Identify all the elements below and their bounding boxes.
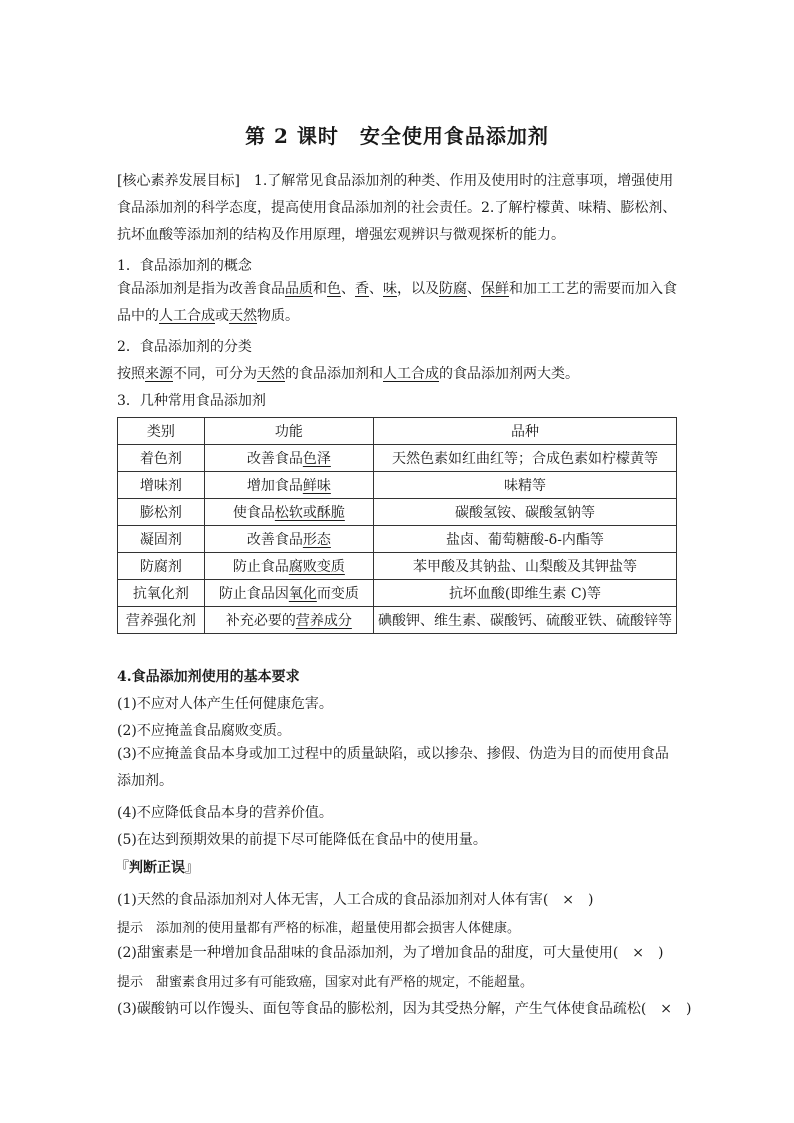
text-run: 或 <box>215 308 229 324</box>
text-run: 防止食品 <box>232 559 289 575</box>
section-4-heading: 4.食品添加剂使用的基本要求 <box>117 669 300 685</box>
text-run: 食品添加剂是指为改善食品 <box>117 281 285 297</box>
varieties-cell: 碳酸氢铵、碳酸氢钠等 <box>373 499 676 526</box>
bracket-left: 『 <box>115 860 129 876</box>
text-run: 使食品 <box>232 505 275 521</box>
text-run: ，以及 <box>397 281 439 297</box>
judge-question: (2)甜蜜素是一种增加食品甜味的食品添加剂，为了增加食品的甜度，可大量使用( × ) <box>117 945 664 961</box>
category-cell: 抗氧化剂 <box>118 580 205 607</box>
category-cell: 防腐剂 <box>118 553 205 580</box>
judge-label-text: 判断正误 <box>129 860 185 876</box>
goals-label: [核心素养发展目标] <box>117 173 240 189</box>
judge-hint: 提示 甜蜜素食用过多有可能致癌，国家对此有严格的规定，不能超量。 <box>117 975 534 990</box>
page-title: 第 2 课时 安全使用食品添加剂 <box>245 124 549 148</box>
function-cell <box>204 499 373 526</box>
varieties-cell: 盐卤、葡萄糖酸-δ-内酯等 <box>373 526 676 553</box>
text-run: 按照 <box>117 366 145 382</box>
blank-answer: 腐败变质 <box>288 559 345 575</box>
judge-hint: 提示 添加剂的使用量都有严格的标准，超量使用都会损害人体健康。 <box>117 921 521 936</box>
table-row <box>118 526 677 553</box>
text-run: 、 <box>467 281 481 297</box>
table-row <box>118 472 677 499</box>
text-run: 而变质 <box>316 586 359 602</box>
blank-answer: 鲜味 <box>302 478 331 494</box>
function-cell <box>204 445 373 472</box>
text-run: 改善食品 <box>246 451 303 467</box>
table-header-row <box>118 418 677 445</box>
blank-answer: 形态 <box>302 532 331 548</box>
text-run: 、 <box>369 281 383 297</box>
blank-answer: 品质 <box>285 281 313 297</box>
blank-answer: 氧化 <box>288 586 317 602</box>
function-cell <box>204 472 373 499</box>
blank-answer: 味 <box>383 281 397 297</box>
section-1-heading: 1．食品添加剂的概念 <box>117 258 252 274</box>
text-run: 改善食品 <box>246 532 303 548</box>
judge-question: (3)碳酸钠可以作馒头、面包等食品的膨松剂，因为其受热分解，产生气体使食品疏松( × ) <box>117 1001 692 1017</box>
text-run: 和 <box>313 281 327 297</box>
text-run: 、 <box>341 281 355 297</box>
category-cell: 着色剂 <box>118 445 205 472</box>
text-run: 的食品添加剂和 <box>285 366 383 382</box>
table-row <box>118 607 677 634</box>
header-category: 类别 <box>118 418 205 445</box>
text-run: 和加工工艺的需要而加入食品中的 <box>117 281 677 324</box>
varieties-cell: 抗坏血酸(即维生素 C)等 <box>373 580 676 607</box>
core-goals-paragraph <box>117 168 679 249</box>
blank-answer: 天然 <box>257 366 285 382</box>
requirement-item: (3)不应掩盖食品本身或加工过程中的质量缺陷，或以掺杂、掺假、伪造为目的而使用食品添加剂。 <box>117 746 669 789</box>
text-run: 物质。 <box>257 308 299 324</box>
section-3-heading: 3．几种常用食品添加剂 <box>117 393 266 409</box>
section-2-paragraph <box>117 363 579 383</box>
blank-answer: 色泽 <box>302 451 331 467</box>
blank-answer: 色 <box>327 281 341 297</box>
section-1-paragraph <box>117 276 679 330</box>
function-cell <box>204 580 373 607</box>
goals-text: 1.了解常见食品添加剂的种类、作用及使用时的注意事项，增强使用食品添加剂的科学态度，提高使用食品添加剂的社会责任。2.了解柠檬黄、味精、膨松剂、抗坏血酸等添加剂的结构及作用原理，增强宏观辨识与微观探析的能力。 <box>117 173 677 243</box>
blank-answer: 防腐 <box>439 281 467 297</box>
function-cell <box>204 526 373 553</box>
category-cell: 增味剂 <box>118 472 205 499</box>
header-varieties: 品种 <box>373 418 676 445</box>
text-run: 防止食品因 <box>218 586 289 602</box>
text-run: 不同，可分为 <box>173 366 257 382</box>
blank-answer: 香 <box>355 281 369 297</box>
function-cell <box>204 553 373 580</box>
requirement-item: (1)不应对人体产生任何健康危害。 <box>117 696 333 712</box>
blank-answer: 人工合成 <box>383 366 439 382</box>
blank-answer: 松软或酥脆 <box>274 505 345 521</box>
table-row <box>118 580 677 607</box>
text-run: 补充必要的 <box>225 613 296 629</box>
requirement-item: (5)在达到预期效果的前提下尽可能降低在食品中的使用量。 <box>117 832 487 848</box>
varieties-cell: 苯甲酸及其钠盐、山梨酸及其钾盐等 <box>373 553 676 580</box>
bracket-right: 』 <box>185 860 199 876</box>
table-row <box>118 499 677 526</box>
text-run: 的食品添加剂两大类。 <box>439 366 579 382</box>
requirement-item: (2)不应掩盖食品腐败变质。 <box>117 723 291 739</box>
section-2-heading: 2．食品添加剂的分类 <box>117 339 252 355</box>
requirement-item: (4)不应降低食品本身的营养价值。 <box>117 805 333 821</box>
category-cell: 膨松剂 <box>118 499 205 526</box>
blank-answer: 来源 <box>145 366 173 382</box>
blank-answer: 天然 <box>229 308 257 324</box>
varieties-cell: 味精等 <box>373 472 676 499</box>
function-cell <box>204 607 373 634</box>
category-cell: 营养强化剂 <box>118 607 205 634</box>
blank-answer: 保鲜 <box>481 281 509 297</box>
additives-table <box>117 417 677 634</box>
header-function: 功能 <box>204 418 373 445</box>
judge-question: (1)天然的食品添加剂对人体无害，人工合成的食品添加剂对人体有害( × ) <box>117 892 594 908</box>
category-cell: 凝固剂 <box>118 526 205 553</box>
blank-answer: 营养成分 <box>295 613 352 629</box>
varieties-cell: 天然色素如红曲红等；合成色素如柠檬黄等 <box>373 445 676 472</box>
judge-section-label <box>115 857 199 877</box>
table-row <box>118 553 677 580</box>
table-row <box>118 445 677 472</box>
blank-answer: 人工合成 <box>159 308 215 324</box>
text-run: 增加食品 <box>246 478 303 494</box>
varieties-cell: 碘酸钾、维生素、碳酸钙、硫酸亚铁、硫酸锌等 <box>373 607 676 634</box>
